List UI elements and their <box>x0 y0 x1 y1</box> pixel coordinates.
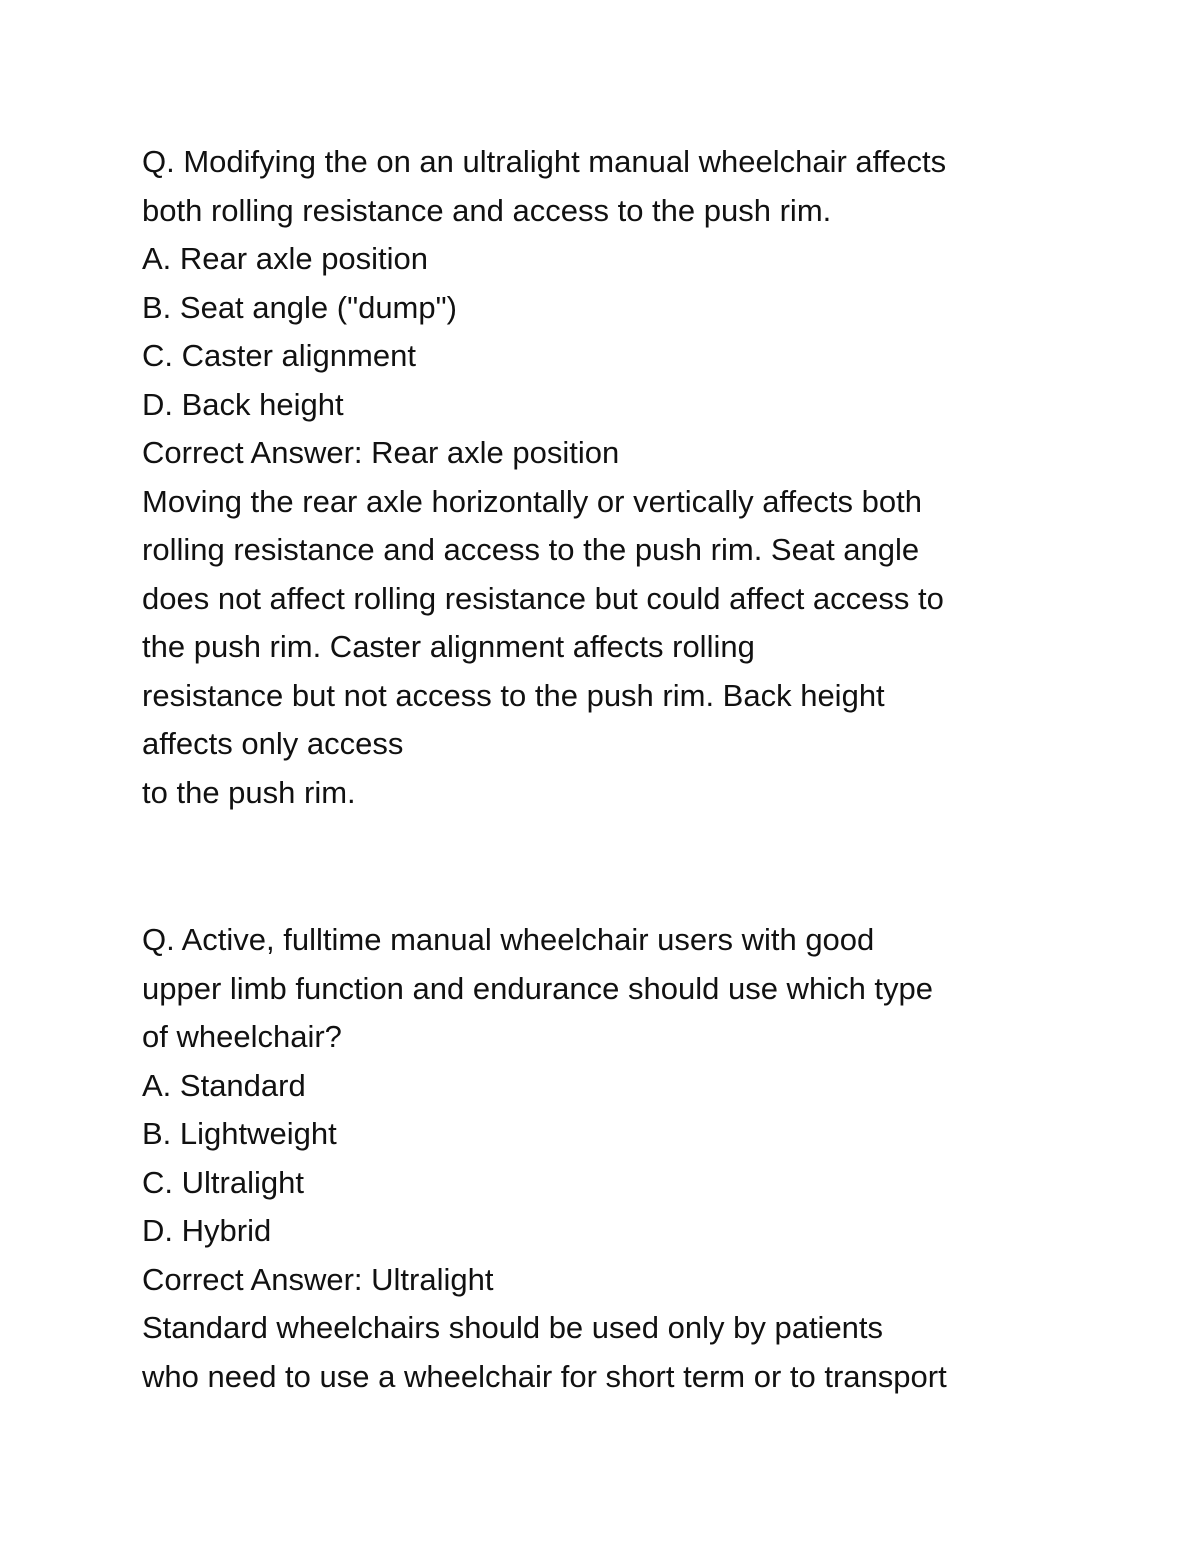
question-block-1 <box>142 138 1142 817</box>
question-text-line: Q. Active, fulltime manual wheelchair users with good <box>142 922 875 957</box>
explanation-line: affects only access <box>142 726 404 761</box>
option-d: D. Back height <box>142 386 344 422</box>
question-text-line: both rolling resistance and access to the push rim. <box>142 192 832 228</box>
option-c: C. Ultralight <box>142 1164 304 1200</box>
correct-answer: Correct Answer: Ultralight <box>142 1261 494 1297</box>
option-c: C. Caster alignment <box>142 338 416 373</box>
option-d: D. Hybrid <box>142 1213 272 1248</box>
explanation-line: resistance but not access to the push rim. Back height <box>142 677 885 713</box>
question-block-2 <box>142 916 1142 1401</box>
question-text-line: upper limb function and endurance should use which type <box>142 970 934 1006</box>
option-a: A. Rear axle position <box>142 241 429 276</box>
question-text-line: of wheelchair? <box>142 1019 342 1054</box>
option-a: A. Standard <box>142 1067 306 1103</box>
explanation-line: the push rim. Caster alignment affects rolling <box>142 629 755 664</box>
explanation-line: Moving the rear axle horizontally or vertically affects both <box>142 483 922 519</box>
explanation-line: Standard wheelchairs should be used only by patients <box>142 1310 884 1345</box>
explanation-line: to the push rim. <box>142 774 356 810</box>
correct-answer: Correct Answer: Rear axle position <box>142 435 620 470</box>
option-b: B. Seat angle ("dump") <box>142 289 457 325</box>
question-text-line: Q. Modifying the on an ultralight manual wheelchair affects <box>142 144 947 179</box>
explanation-line: rolling resistance and access to the push rim. Seat angle <box>142 532 920 567</box>
option-b: B. Lightweight <box>142 1116 337 1151</box>
explanation-line: who need to use a wheelchair for short term or to transport <box>142 1358 947 1394</box>
explanation-line: does not affect rolling resistance but could affect access to <box>142 580 944 616</box>
